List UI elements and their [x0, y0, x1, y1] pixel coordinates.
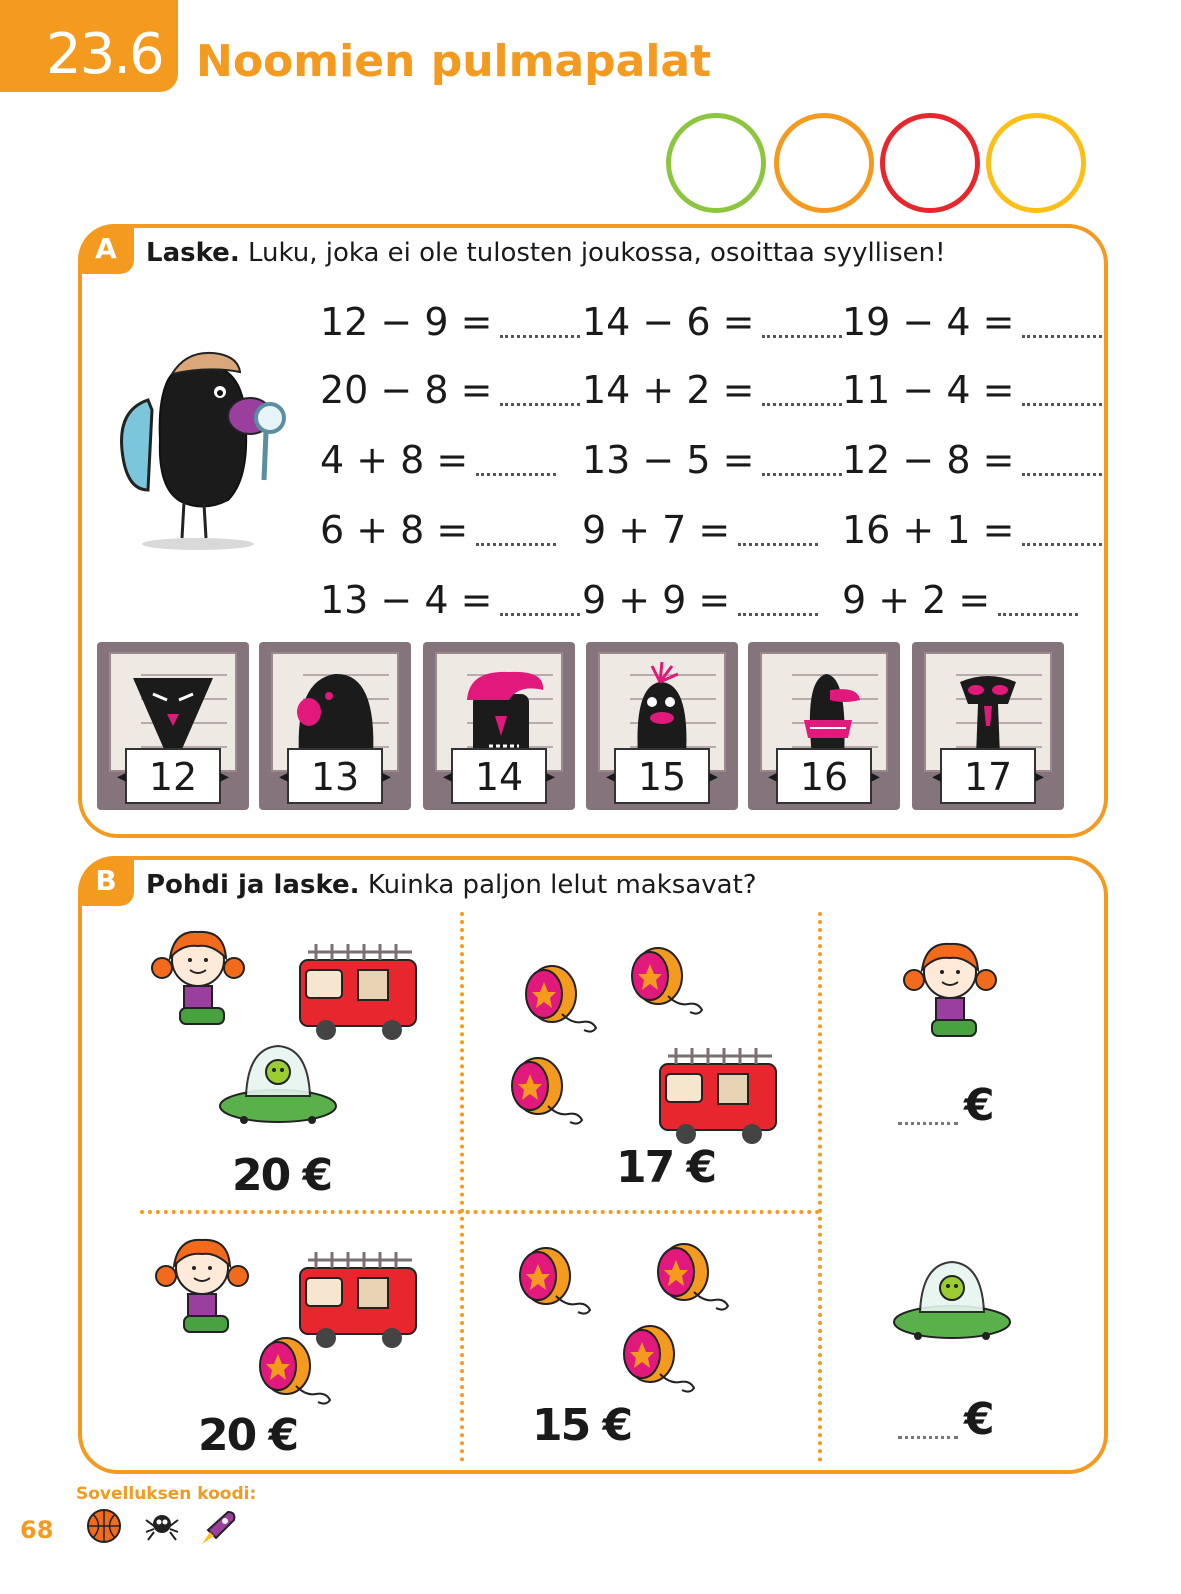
- section-a-instruction: [146, 238, 946, 268]
- spider-icon[interactable]: [144, 1508, 180, 1544]
- rocket-icon[interactable]: [198, 1508, 238, 1548]
- equation: 19 − 4 =: [842, 300, 1102, 344]
- basketball-icon[interactable]: [86, 1508, 122, 1544]
- section-a-label: A: [78, 224, 134, 274]
- grid-divider-horizontal: [140, 1210, 820, 1214]
- equation: 11 − 4 =: [842, 368, 1102, 412]
- answer-blank[interactable]: [762, 335, 842, 338]
- grid-divider-vertical: [460, 912, 464, 1462]
- answer-blank[interactable]: [476, 543, 556, 546]
- suspect-card[interactable]: [586, 642, 738, 810]
- suspect-card[interactable]: [423, 642, 575, 810]
- suspect-triangle-illustration: [123, 660, 223, 760]
- suspect-card[interactable]: [259, 642, 411, 810]
- equation: 14 + 2 =: [582, 368, 842, 412]
- fire-truck-illustration: [292, 1238, 424, 1350]
- suspect-hair-illustration: [449, 660, 549, 760]
- suspect-tall-illustration: [938, 660, 1038, 760]
- suspect-number-tag: ◂ 14 ▸: [451, 748, 547, 804]
- ufo-alien-illustration: [218, 1032, 338, 1128]
- answer-blank[interactable]: [762, 403, 842, 406]
- section-b-instruction: [146, 870, 757, 900]
- answer-blank[interactable]: [500, 335, 580, 338]
- answer-blank[interactable]: [898, 1436, 958, 1439]
- equation: 13 − 5 =: [582, 438, 842, 482]
- section-a-instruction-bold: Laske.: [146, 238, 240, 268]
- answer-blank[interactable]: [1022, 335, 1102, 338]
- girl-doll-illustration: [152, 1232, 252, 1336]
- suspect-number-tag: ◂ 16 ▸: [776, 748, 872, 804]
- answer-blank[interactable]: [762, 473, 842, 476]
- price-label: 17 €: [616, 1142, 716, 1193]
- suspect-round-illustration: [285, 660, 385, 760]
- equation: 9 + 9 =: [582, 578, 818, 622]
- answer-blank[interactable]: [1022, 473, 1102, 476]
- suspect-card[interactable]: [748, 642, 900, 810]
- yoyo-illustration: [620, 1324, 700, 1396]
- fire-truck-illustration: [652, 1034, 784, 1146]
- equation: 12 − 8 =: [842, 438, 1102, 482]
- answer-blank[interactable]: [998, 613, 1078, 616]
- yoyo-illustration: [516, 1246, 596, 1318]
- page-title: Noomien pulmapalat: [196, 36, 712, 87]
- progress-circle-red[interactable]: [880, 113, 980, 213]
- suspect-card[interactable]: [912, 642, 1064, 810]
- answer-blank[interactable]: [1022, 543, 1102, 546]
- chapter-number: 23.6: [46, 22, 163, 87]
- yoyo-illustration: [654, 1242, 734, 1314]
- ufo-alien-illustration: [892, 1248, 1012, 1344]
- equation: 9 + 7 =: [582, 508, 818, 552]
- answer-blank[interactable]: [898, 1122, 958, 1125]
- price-label: 15 €: [532, 1400, 632, 1451]
- progress-circle-orange[interactable]: [774, 113, 874, 213]
- price-label: 20 €: [232, 1150, 332, 1201]
- equation: 6 + 8 =: [320, 508, 556, 552]
- equation: 12 − 9 =: [320, 300, 580, 344]
- suspect-number-tag: ◂ 15 ▸: [614, 748, 710, 804]
- section-b-instruction-text: Kuinka paljon lelut maksavat?: [367, 870, 757, 900]
- yoyo-illustration: [256, 1336, 336, 1408]
- page-number: 68: [20, 1516, 54, 1544]
- equation: 4 + 8 =: [320, 438, 556, 482]
- equation: 16 + 1 =: [842, 508, 1102, 552]
- suspect-spiky-illustration: [612, 660, 712, 760]
- progress-circle-yellow[interactable]: [986, 113, 1086, 213]
- fire-truck-illustration: [292, 930, 424, 1042]
- yoyo-illustration: [508, 1056, 588, 1128]
- suspect-card[interactable]: [97, 642, 249, 810]
- price-label: 20 €: [198, 1410, 298, 1461]
- progress-circle-green[interactable]: [666, 113, 766, 213]
- suspect-number-tag: ◂ 12 ▸: [125, 748, 221, 804]
- section-b-label: B: [78, 856, 134, 906]
- answer-blank[interactable]: [500, 403, 580, 406]
- section-a-instruction-text: Luku, joka ei ole tulosten joukossa, osoittaa syyllisen!: [247, 238, 946, 268]
- yoyo-illustration: [628, 946, 708, 1018]
- equation: 14 − 6 =: [582, 300, 842, 344]
- suspect-number-tag: ◂ 13 ▸: [287, 748, 383, 804]
- answer-blank[interactable]: [500, 613, 580, 616]
- suspect-number-tag: ◂ 17 ▸: [940, 748, 1036, 804]
- answer-blank[interactable]: [738, 613, 818, 616]
- grid-divider-vertical: [818, 912, 822, 1462]
- equation: 9 + 2 =: [842, 578, 1078, 622]
- girl-doll-illustration: [148, 924, 248, 1028]
- answer-price-ufo: €: [898, 1394, 995, 1445]
- equation: 20 − 8 =: [320, 368, 580, 412]
- equation: 13 − 4 =: [320, 578, 580, 622]
- yoyo-illustration: [522, 964, 602, 1036]
- answer-blank[interactable]: [476, 473, 556, 476]
- answer-blank[interactable]: [1022, 403, 1102, 406]
- suspect-scarf-illustration: [774, 660, 874, 760]
- girl-doll-illustration: [900, 936, 1000, 1040]
- answer-blank[interactable]: [738, 543, 818, 546]
- answer-price-girl: €: [898, 1080, 995, 1131]
- section-b-instruction-bold: Pohdi ja laske.: [146, 870, 360, 900]
- chapter-tab: [0, 0, 178, 92]
- detective-character-illustration: [108, 340, 292, 552]
- app-code-label: Sovelluksen koodi:: [76, 1484, 257, 1504]
